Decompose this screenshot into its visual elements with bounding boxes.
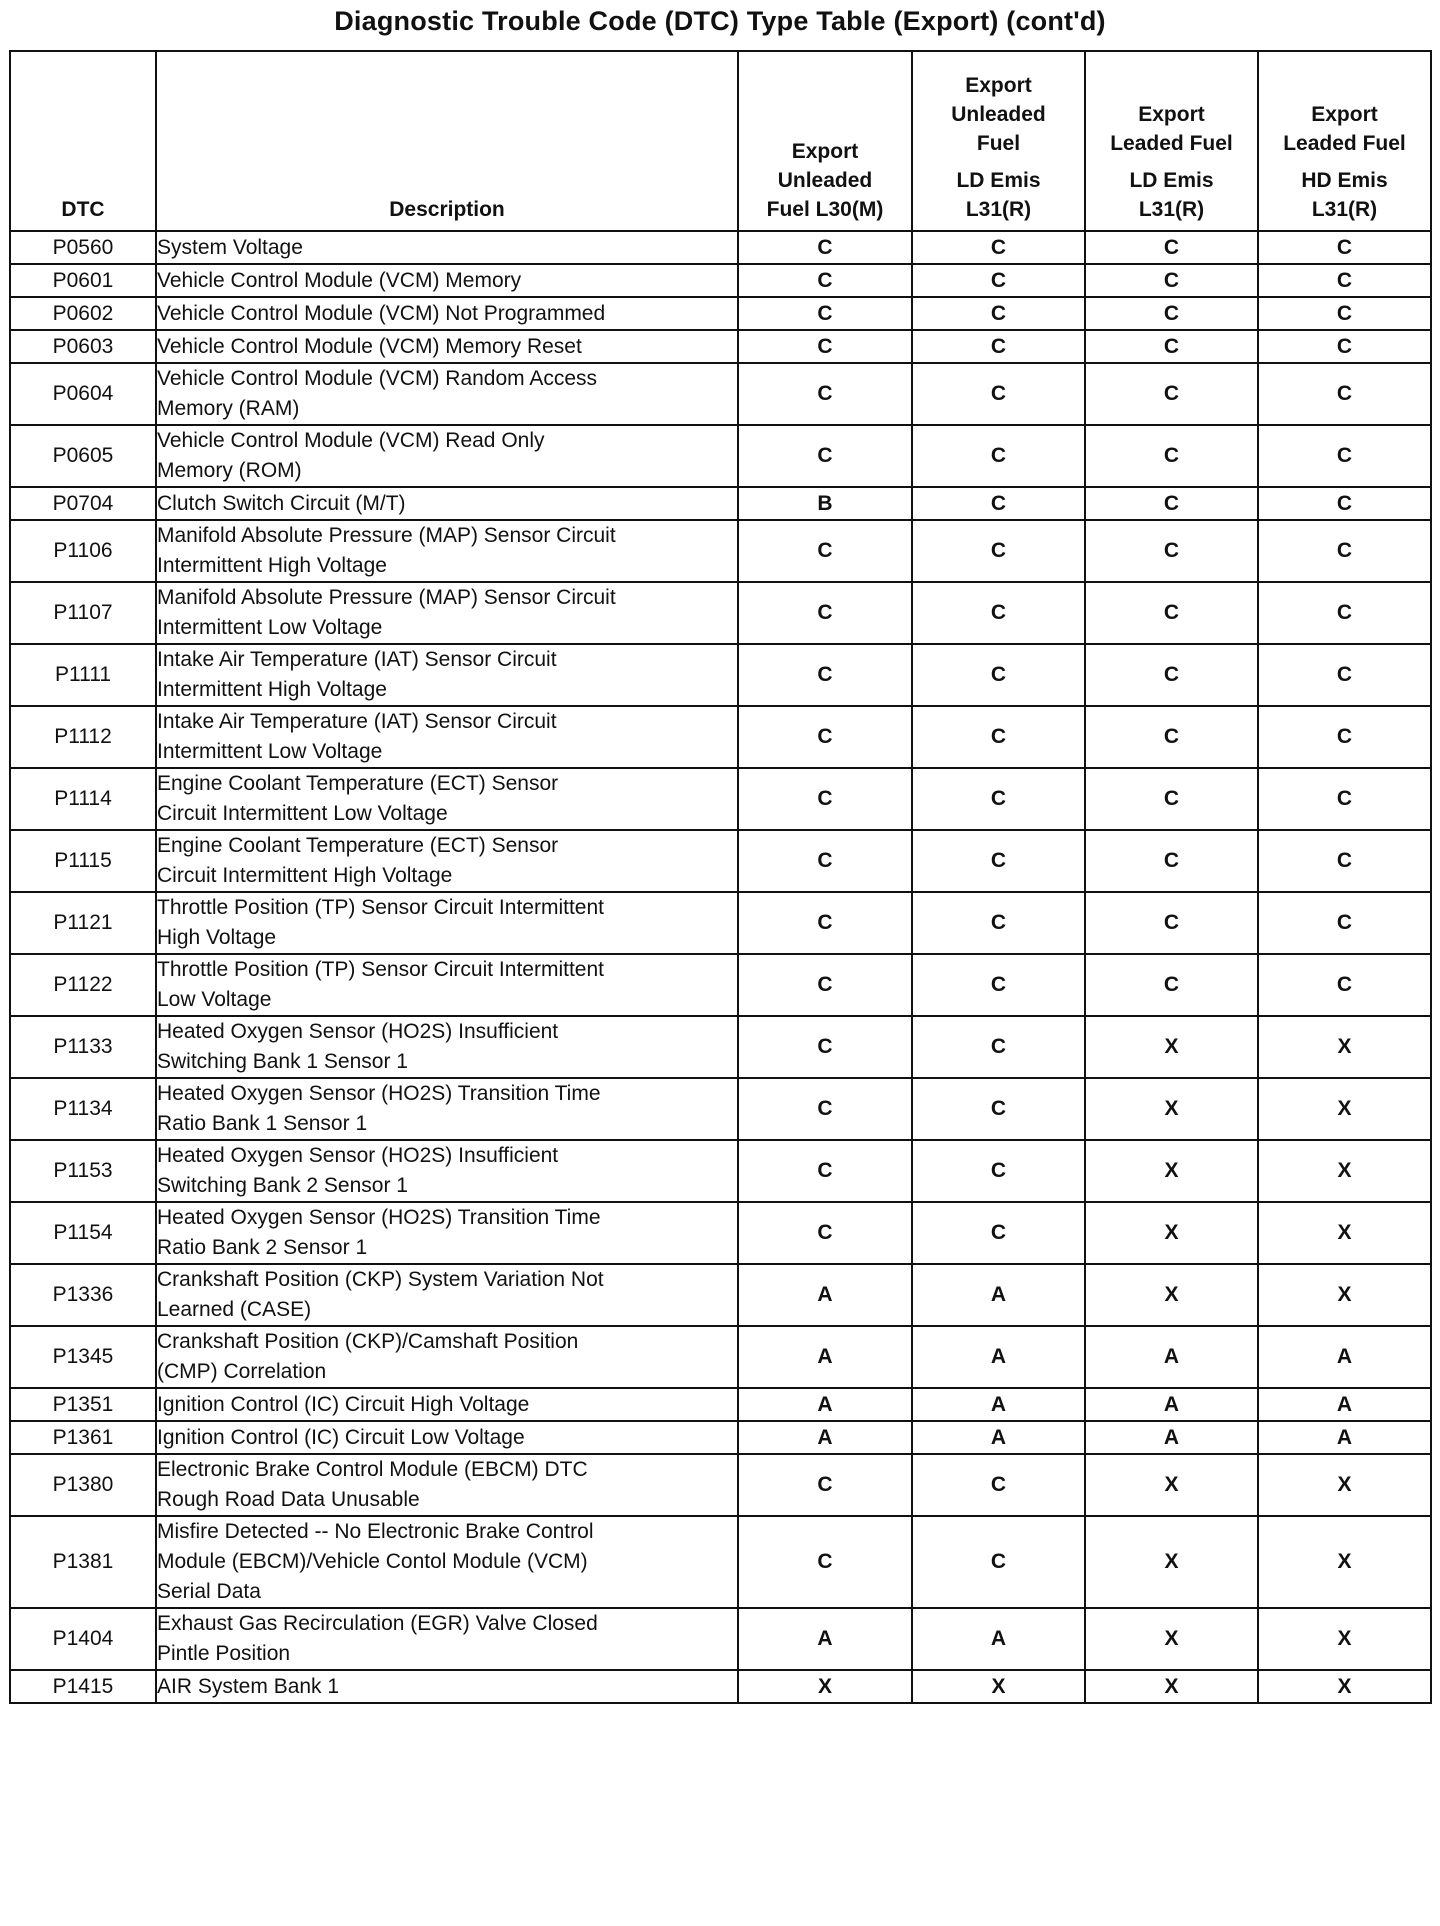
dtc-type-value: C [912,706,1085,768]
dtc-type-value: X [1258,1516,1431,1608]
dtc-code: P1121 [10,892,156,954]
description-line: Rough Road Data Unusable [157,1488,420,1511]
table-row [10,297,1431,330]
dtc-type-value: C [1258,297,1431,330]
dtc-type-value: C [1085,425,1258,487]
dtc-type-value: C [912,1016,1085,1078]
dtc-type-value: C [912,892,1085,954]
dtc-type-value: X [1085,1516,1258,1608]
dtc-type-value: C [1085,830,1258,892]
description-line: Clutch Switch Circuit (M/T) [157,491,406,515]
dtc-type-value: A [912,1608,1085,1670]
dtc-type-value: C [1258,582,1431,644]
dtc-description [156,1078,738,1140]
dtc-description [156,582,738,644]
dtc-type-value: A [1085,1388,1258,1421]
table-row [10,1078,1431,1140]
dtc-type-value: C [1085,768,1258,830]
dtc-type-value: C [912,330,1085,363]
description-line: Vehicle Control Module (VCM) Not Programmed [157,301,606,325]
dtc-type-value: C [738,520,912,582]
dtc-type-value: C [738,363,912,425]
dtc-type-value: C [912,264,1085,297]
table-row [10,644,1431,706]
dtc-type-value: X [1085,1202,1258,1264]
table-row [10,425,1431,487]
dtc-code: P1107 [10,582,156,644]
description-line: Heated Oxygen Sensor (HO2S) Transition Time [157,1206,601,1229]
dtc-code: P1153 [10,1140,156,1202]
dtc-type-value: C [1085,231,1258,264]
dtc-type-value: C [1085,892,1258,954]
dtc-type-value: C [1258,330,1431,363]
description-line: Heated Oxygen Sensor (HO2S) Insufficient [157,1144,559,1167]
dtc-code: P0602 [10,297,156,330]
dtc-description [156,520,738,582]
dtc-type-value: C [912,425,1085,487]
dtc-description [156,1326,738,1388]
dtc-type-value: C [912,1140,1085,1202]
description-line: Low Voltage [157,988,272,1011]
dtc-type-value: A [738,1388,912,1421]
dtc-type-value: A [912,1264,1085,1326]
dtc-type-value: A [738,1326,912,1388]
dtc-type-value: C [738,1454,912,1516]
dtc-type-value: X [1085,1670,1258,1703]
dtc-type-value: X [1258,1608,1431,1670]
dtc-type-value: C [738,330,912,363]
description-line: Ratio Bank 2 Sensor 1 [157,1236,368,1259]
dtc-type-value: C [912,582,1085,644]
dtc-type-value: X [1258,1140,1431,1202]
header-sub-line: L31(R) [965,198,1032,221]
dtc-type-value: X [1258,1670,1431,1703]
dtc-type-value: X [1085,1078,1258,1140]
description-line: Memory (RAM) [157,397,300,420]
description-line: Engine Coolant Temperature (ECT) Sensor [157,772,559,795]
dtc-type-value: A [1085,1326,1258,1388]
header-line: Description [389,198,505,221]
dtc-code: P0603 [10,330,156,363]
dtc-type-value: C [1085,954,1258,1016]
header-sub-line: LD Emis [956,169,1041,192]
dtc-type-value: C [1085,363,1258,425]
dtc-type-value: C [912,830,1085,892]
table-title: Diagnostic Trouble Code (DTC) Type Table (Export) (cont'd) [334,6,1106,36]
dtc-code: P1112 [10,706,156,768]
table-row [10,330,1431,363]
dtc-type-value: C [912,487,1085,520]
dtc-type-value: A [738,1608,912,1670]
dtc-description [156,1670,738,1703]
dtc-type-value: X [1258,1016,1431,1078]
dtc-code: P0604 [10,363,156,425]
description-line: Vehicle Control Module (VCM) Random Access [157,367,598,390]
column-header-leaded-ld-l31 [1085,51,1258,231]
dtc-description [156,487,738,520]
dtc-type-value: C [1085,520,1258,582]
dtc-type-value: C [738,1016,912,1078]
dtc-type-value: C [912,1454,1085,1516]
description-line: Circuit Intermittent High Voltage [157,864,453,887]
dtc-type-value: C [738,768,912,830]
dtc-type-value: A [1258,1421,1431,1454]
description-line: Pintle Position [157,1642,291,1665]
dtc-code: P1345 [10,1326,156,1388]
dtc-type-value: C [738,264,912,297]
table-row [10,892,1431,954]
dtc-type-value: A [1085,1421,1258,1454]
description-line: Intermittent High Voltage [157,678,387,701]
description-line: Throttle Position (TP) Sensor Circuit Intermittent [157,958,604,981]
dtc-type-value: C [1258,954,1431,1016]
description-line: Throttle Position (TP) Sensor Circuit Intermittent [157,896,604,919]
description-line: High Voltage [157,926,277,949]
dtc-type-value: A [1258,1388,1431,1421]
dtc-description [156,1202,738,1264]
description-line: Serial Data [157,1580,261,1603]
dtc-type-value: X [912,1670,1085,1703]
dtc-description [156,1454,738,1516]
dtc-type-value: C [1085,330,1258,363]
dtc-type-value: C [738,1078,912,1140]
dtc-description [156,706,738,768]
description-line: System Voltage [157,235,303,259]
dtc-description [156,1421,738,1454]
header-line: Export [791,140,859,163]
table-row [10,768,1431,830]
dtc-type-table [9,50,1432,1704]
header-line: Fuel [976,132,1021,155]
description-line: Misfire Detected -- No Electronic Brake Control [157,1520,594,1543]
dtc-type-value: C [912,1516,1085,1608]
dtc-type-value: C [1258,830,1431,892]
header-sub [1086,166,1257,224]
dtc-description [156,425,738,487]
dtc-type-value: X [738,1670,912,1703]
dtc-code: P0601 [10,264,156,297]
dtc-type-value: C [1258,487,1431,520]
header-sub [913,166,1084,224]
dtc-code: P1361 [10,1421,156,1454]
dtc-type-value: C [1258,231,1431,264]
dtc-code: P1106 [10,520,156,582]
dtc-code: P1114 [10,768,156,830]
dtc-code: P1134 [10,1078,156,1140]
dtc-type-value: C [738,892,912,954]
dtc-type-value: C [1085,582,1258,644]
description-line: Ratio Bank 1 Sensor 1 [157,1112,368,1135]
dtc-description [156,1516,738,1608]
dtc-code: P1404 [10,1608,156,1670]
dtc-type-value: C [738,297,912,330]
table-row [10,1670,1431,1703]
description-line: Switching Bank 2 Sensor 1 [157,1174,408,1197]
table-row [10,1421,1431,1454]
header-line: Fuel L30(M) [766,198,884,221]
column-header-description [156,51,738,231]
header-sub [1259,166,1430,224]
dtc-type-value: C [912,1202,1085,1264]
dtc-code: P1133 [10,1016,156,1078]
dtc-type-value: C [912,768,1085,830]
dtc-type-value: C [912,954,1085,1016]
description-line: Circuit Intermittent Low Voltage [157,802,448,825]
dtc-description [156,1388,738,1421]
dtc-type-value: C [738,706,912,768]
table-row [10,1608,1431,1670]
header-sub-line: L31(R) [1138,198,1205,221]
header-row [10,51,1431,231]
description-line: Intake Air Temperature (IAT) Sensor Circuit [157,648,557,671]
dtc-code: P1122 [10,954,156,1016]
table-row [10,231,1431,264]
table-body [10,231,1431,1703]
dtc-description [156,1608,738,1670]
table-row [10,1516,1431,1608]
dtc-description [156,1264,738,1326]
dtc-type-value: C [738,954,912,1016]
dtc-description [156,892,738,954]
dtc-type-value: A [1258,1326,1431,1388]
dtc-type-value: A [912,1388,1085,1421]
dtc-description [156,768,738,830]
dtc-type-value: X [1085,1608,1258,1670]
description-line: Electronic Brake Control Module (EBCM) DTC [157,1458,588,1481]
header-line: DTC [61,198,105,221]
dtc-type-value: C [738,231,912,264]
description-line: Intermittent Low Voltage [157,616,383,639]
header-line: Leaded Fuel [1110,132,1233,155]
dtc-type-value: A [738,1264,912,1326]
dtc-type-value: C [738,582,912,644]
dtc-type-value: C [912,231,1085,264]
dtc-description [156,830,738,892]
dtc-type-value: X [1085,1016,1258,1078]
dtc-type-value: C [1258,520,1431,582]
table-row [10,1264,1431,1326]
description-line: Intake Air Temperature (IAT) Sensor Circuit [157,710,557,733]
description-line: Ignition Control (IC) Circuit High Voltage [157,1392,530,1416]
description-line: Learned (CASE) [157,1298,312,1321]
dtc-description [156,1016,738,1078]
dtc-type-value: C [912,520,1085,582]
column-header-dtc [10,51,156,231]
dtc-type-value: C [1258,706,1431,768]
description-line: Switching Bank 1 Sensor 1 [157,1050,408,1073]
dtc-type-value: C [738,1516,912,1608]
dtc-type-value: C [1085,487,1258,520]
description-line: Intermittent High Voltage [157,554,387,577]
table-row [10,1202,1431,1264]
description-line: Vehicle Control Module (VCM) Memory [157,268,522,292]
description-line: Exhaust Gas Recirculation (EGR) Valve Closed [157,1612,598,1635]
dtc-type-value: C [912,363,1085,425]
dtc-description [156,954,738,1016]
dtc-type-value: X [1258,1264,1431,1326]
dtc-type-value: C [738,425,912,487]
dtc-type-value: C [738,644,912,706]
dtc-code: P0560 [10,231,156,264]
table-row [10,520,1431,582]
dtc-type-value: C [912,644,1085,706]
dtc-code: P1111 [10,644,156,706]
dtc-type-value: A [912,1421,1085,1454]
dtc-type-value: C [1085,264,1258,297]
dtc-type-value: X [1258,1078,1431,1140]
description-line: Heated Oxygen Sensor (HO2S) Insufficient [157,1020,559,1043]
dtc-type-value: C [1258,264,1431,297]
table-row [10,264,1431,297]
column-header-leaded-hd-l31 [1258,51,1431,231]
dtc-type-value: C [912,297,1085,330]
description-line: Manifold Absolute Pressure (MAP) Sensor Circuit [157,586,616,609]
header-line: Unleaded [777,169,873,192]
dtc-code: P1115 [10,830,156,892]
dtc-code: P1154 [10,1202,156,1264]
dtc-type-value: X [1085,1454,1258,1516]
dtc-type-value: C [1258,425,1431,487]
dtc-type-value: B [738,487,912,520]
table-row [10,487,1431,520]
description-line: Ignition Control (IC) Circuit Low Voltage [157,1425,525,1449]
dtc-type-value: X [1085,1264,1258,1326]
dtc-description [156,231,738,264]
header-line: Unleaded [951,103,1046,126]
description-line: Crankshaft Position (CKP) System Variation Not [157,1268,604,1291]
column-header-unleaded-ld-l31 [912,51,1085,231]
description-line: AIR System Bank 1 [157,1674,340,1698]
description-line: Manifold Absolute Pressure (MAP) Sensor Circuit [157,524,616,547]
dtc-type-value: C [1085,297,1258,330]
header-sub-line: LD Emis [1129,169,1214,192]
description-line: (CMP) Correlation [157,1360,327,1383]
table-row [10,1454,1431,1516]
dtc-code: P1380 [10,1454,156,1516]
table-row [10,1388,1431,1421]
dtc-code: P0704 [10,487,156,520]
dtc-type-value: C [1258,644,1431,706]
header-line: Export [1138,103,1205,126]
table-row [10,830,1431,892]
description-line: Module (EBCM)/Vehicle Contol Module (VCM) [157,1550,588,1573]
header-line: Export [965,74,1032,97]
dtc-type-value: C [738,830,912,892]
table-row [10,954,1431,1016]
dtc-type-value: C [1258,768,1431,830]
table-row [10,1326,1431,1388]
dtc-description [156,644,738,706]
description-line: Crankshaft Position (CKP)/Camshaft Position [157,1330,579,1353]
description-line: Vehicle Control Module (VCM) Read Only [157,429,545,452]
description-line: Intermittent Low Voltage [157,740,383,763]
description-line: Engine Coolant Temperature (ECT) Sensor [157,834,559,857]
dtc-type-value: X [1258,1454,1431,1516]
dtc-description [156,330,738,363]
dtc-type-value: C [912,1078,1085,1140]
description-line: Vehicle Control Module (VCM) Memory Reset [157,334,582,358]
dtc-description [156,363,738,425]
dtc-type-value: C [1258,892,1431,954]
dtc-type-value: C [1258,363,1431,425]
dtc-code: P1351 [10,1388,156,1421]
dtc-code: P1336 [10,1264,156,1326]
table-row [10,363,1431,425]
description-line: Memory (ROM) [157,459,302,482]
dtc-type-value: C [1085,644,1258,706]
dtc-description [156,1140,738,1202]
dtc-type-value: X [1085,1140,1258,1202]
dtc-type-value: C [738,1202,912,1264]
dtc-type-value: A [738,1421,912,1454]
header-sub-line: HD Emis [1301,169,1388,192]
dtc-code: P1381 [10,1516,156,1608]
description-line: Heated Oxygen Sensor (HO2S) Transition Time [157,1082,601,1105]
dtc-description [156,297,738,330]
dtc-code: P0605 [10,425,156,487]
dtc-type-value: C [738,1140,912,1202]
table-row [10,1016,1431,1078]
column-header-unleaded-l30 [738,51,912,231]
dtc-code: P1415 [10,1670,156,1703]
header-line: Leaded Fuel [1283,132,1406,155]
dtc-type-value: A [912,1326,1085,1388]
table-row [10,1140,1431,1202]
header-line: Export [1311,103,1378,126]
table-row [10,706,1431,768]
dtc-type-value: X [1258,1202,1431,1264]
dtc-type-value: C [1085,706,1258,768]
dtc-description [156,264,738,297]
table-row [10,582,1431,644]
header-sub-line: L31(R) [1311,198,1378,221]
